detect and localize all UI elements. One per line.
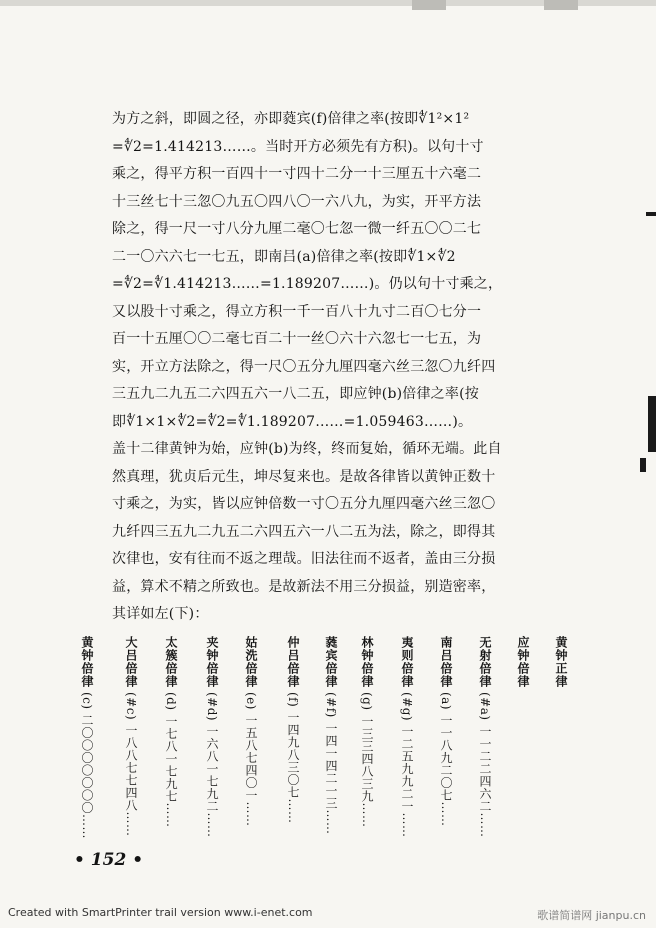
pipe-length-value: 一五八七四〇一…… (244, 713, 258, 827)
text-line: 盖十二律黄钟为始，应钟(b)为终，终而复始，循环无端。此自 (112, 441, 502, 457)
text-line: 百一十五厘〇〇二毫七百二十一丝〇六十六忽七一七五，为 (112, 331, 482, 347)
pipe-name: 夹钟倍律 (205, 636, 219, 688)
pipe-length-value: 一六八一七九二…… (205, 725, 219, 838)
text-line: 又以股十寸乘之，得立方积一千一百八十九寸二百〇七分一 (112, 303, 482, 320)
pipe-name: 蕤宾倍律 (324, 636, 338, 688)
pipe-length-value: 一四九八三〇七…… (286, 711, 300, 824)
table-column (474, 636, 496, 837)
pipe-name: 黄钟正律 (554, 636, 568, 688)
right-edge-mark (648, 396, 656, 452)
pipe-length-value: 一四一四二一三…… (324, 721, 338, 835)
table-column (76, 636, 98, 839)
pipe-name: 仲吕倍律 (286, 636, 300, 688)
pitch-note: (f) (286, 692, 300, 708)
pipe-name: 太簇倍律 (164, 636, 178, 688)
table-column (356, 636, 378, 827)
right-edge-mark (640, 458, 646, 472)
table-column (240, 636, 262, 826)
table-column (160, 636, 182, 827)
page-number: • 152 • (74, 850, 144, 870)
pipe-name: 林钟倍律 (360, 636, 374, 688)
text-line: 二一〇六六七一七五，即南吕(a)倍律之率(按即∜1×∜2 (112, 248, 456, 265)
pipe-name: 夷则倍律 (400, 636, 414, 688)
pipe-length-value: 一二五九九二一…… (400, 725, 414, 838)
text-line: 十三丝七十三忽〇九五〇四八〇一六八九，为实，开平方法 (112, 193, 482, 210)
pitch-note: (d) (164, 692, 178, 711)
text-line: 乘之，得平方积一百四十一寸四十二分一十三厘五十六毫二 (112, 166, 482, 182)
text-line: 除之，得一尺一寸八分九厘二毫〇七忽一微一纤五〇〇二七 (112, 221, 482, 237)
text-line: 其详如左(下)： (112, 606, 209, 622)
pitch-note: (e) (244, 692, 258, 710)
pitch-pipe-table (76, 636, 576, 839)
table-column (550, 636, 572, 688)
pipe-name: 姑洗倍律 (244, 636, 258, 688)
pipe-length-value: 一一二二四六二…… (478, 724, 492, 838)
table-column (282, 636, 304, 824)
pitch-note: (#a) (478, 692, 492, 721)
pitch-note: (#f) (324, 692, 338, 718)
top-edge-mark (412, 0, 446, 10)
text-line: 实，开立方法除之，得一尺〇五分九厘四毫六丝三忽〇九纤四 (112, 358, 496, 375)
table-column (435, 636, 457, 827)
pipe-length-value: 一八八七七四八…… (124, 724, 138, 837)
site-watermark: 歌谱简谱网 jianpu.cn (537, 909, 646, 922)
pitch-note: (#d) (205, 692, 219, 722)
top-edge-mark (544, 0, 578, 10)
right-edge-mark (646, 212, 656, 216)
table-column (120, 636, 142, 837)
pipe-length-value: 一七八一七九七…… (164, 714, 178, 828)
table-column (396, 636, 418, 838)
text-line: 即∜1×1×∜2=∜2=∜1.189207……=1.059463……)。 (112, 413, 473, 430)
text-line: 九纤四三五九二九五二六四五六一八二五为法，除之，即得其 (112, 523, 496, 540)
text-line: 寸乘之，为实，皆以应钟倍数一寸〇五分九厘四毫六丝三忽〇 (112, 496, 496, 512)
pipe-length-value: 一一八九二〇七…… (439, 714, 453, 827)
pipe-name: 无射倍律 (478, 636, 492, 688)
text-line: =∜2=∜1.414213……=1.189207……)。仍以句十寸乘之， (112, 276, 503, 292)
pitch-note: (c) (80, 692, 94, 710)
pitch-note: (#c) (124, 692, 138, 721)
pipe-length-value: 一三三四八三九…… (360, 714, 374, 828)
pipe-name: 应钟倍律 (516, 636, 530, 688)
watermark-footer: Created with SmartPrinter trail version www.i-enet.com (8, 906, 313, 919)
text-line: 次律也，安有往而不返之理哉。旧法往而不返者，盖由三分损 (112, 551, 496, 567)
pipe-name: 大吕倍律 (124, 636, 138, 688)
text-line: 益，算术不精之所致也。是故新法不用三分损益，别造密率， (112, 578, 496, 595)
table-column (201, 636, 223, 838)
table-column (512, 636, 534, 688)
text-line: 然真理，犹贞后元生，坤尽复来也。是故各律皆以黄钟正数十 (112, 468, 496, 485)
pipe-length-value: 二〇〇〇〇〇〇〇…… (80, 713, 94, 839)
pitch-note: (g) (360, 692, 374, 711)
text-line: 三五九二九五二六四五六一八二五，即应钟(b)倍律之率(按 (112, 386, 479, 402)
pitch-note: (a) (439, 692, 453, 711)
pitch-note: (#g) (400, 692, 414, 722)
pipe-name: 黄钟倍律 (80, 636, 94, 688)
body-text (112, 106, 582, 629)
pipe-name: 南吕倍律 (439, 636, 453, 688)
table-column (320, 636, 342, 834)
text-line: =∜2=1.414213……。当时开方必须先有方积)。以句十寸 (112, 138, 484, 155)
text-line: 为方之斜，即圆之径，亦即蕤宾(f)倍律之率(按即∜1²×1² (112, 111, 470, 127)
